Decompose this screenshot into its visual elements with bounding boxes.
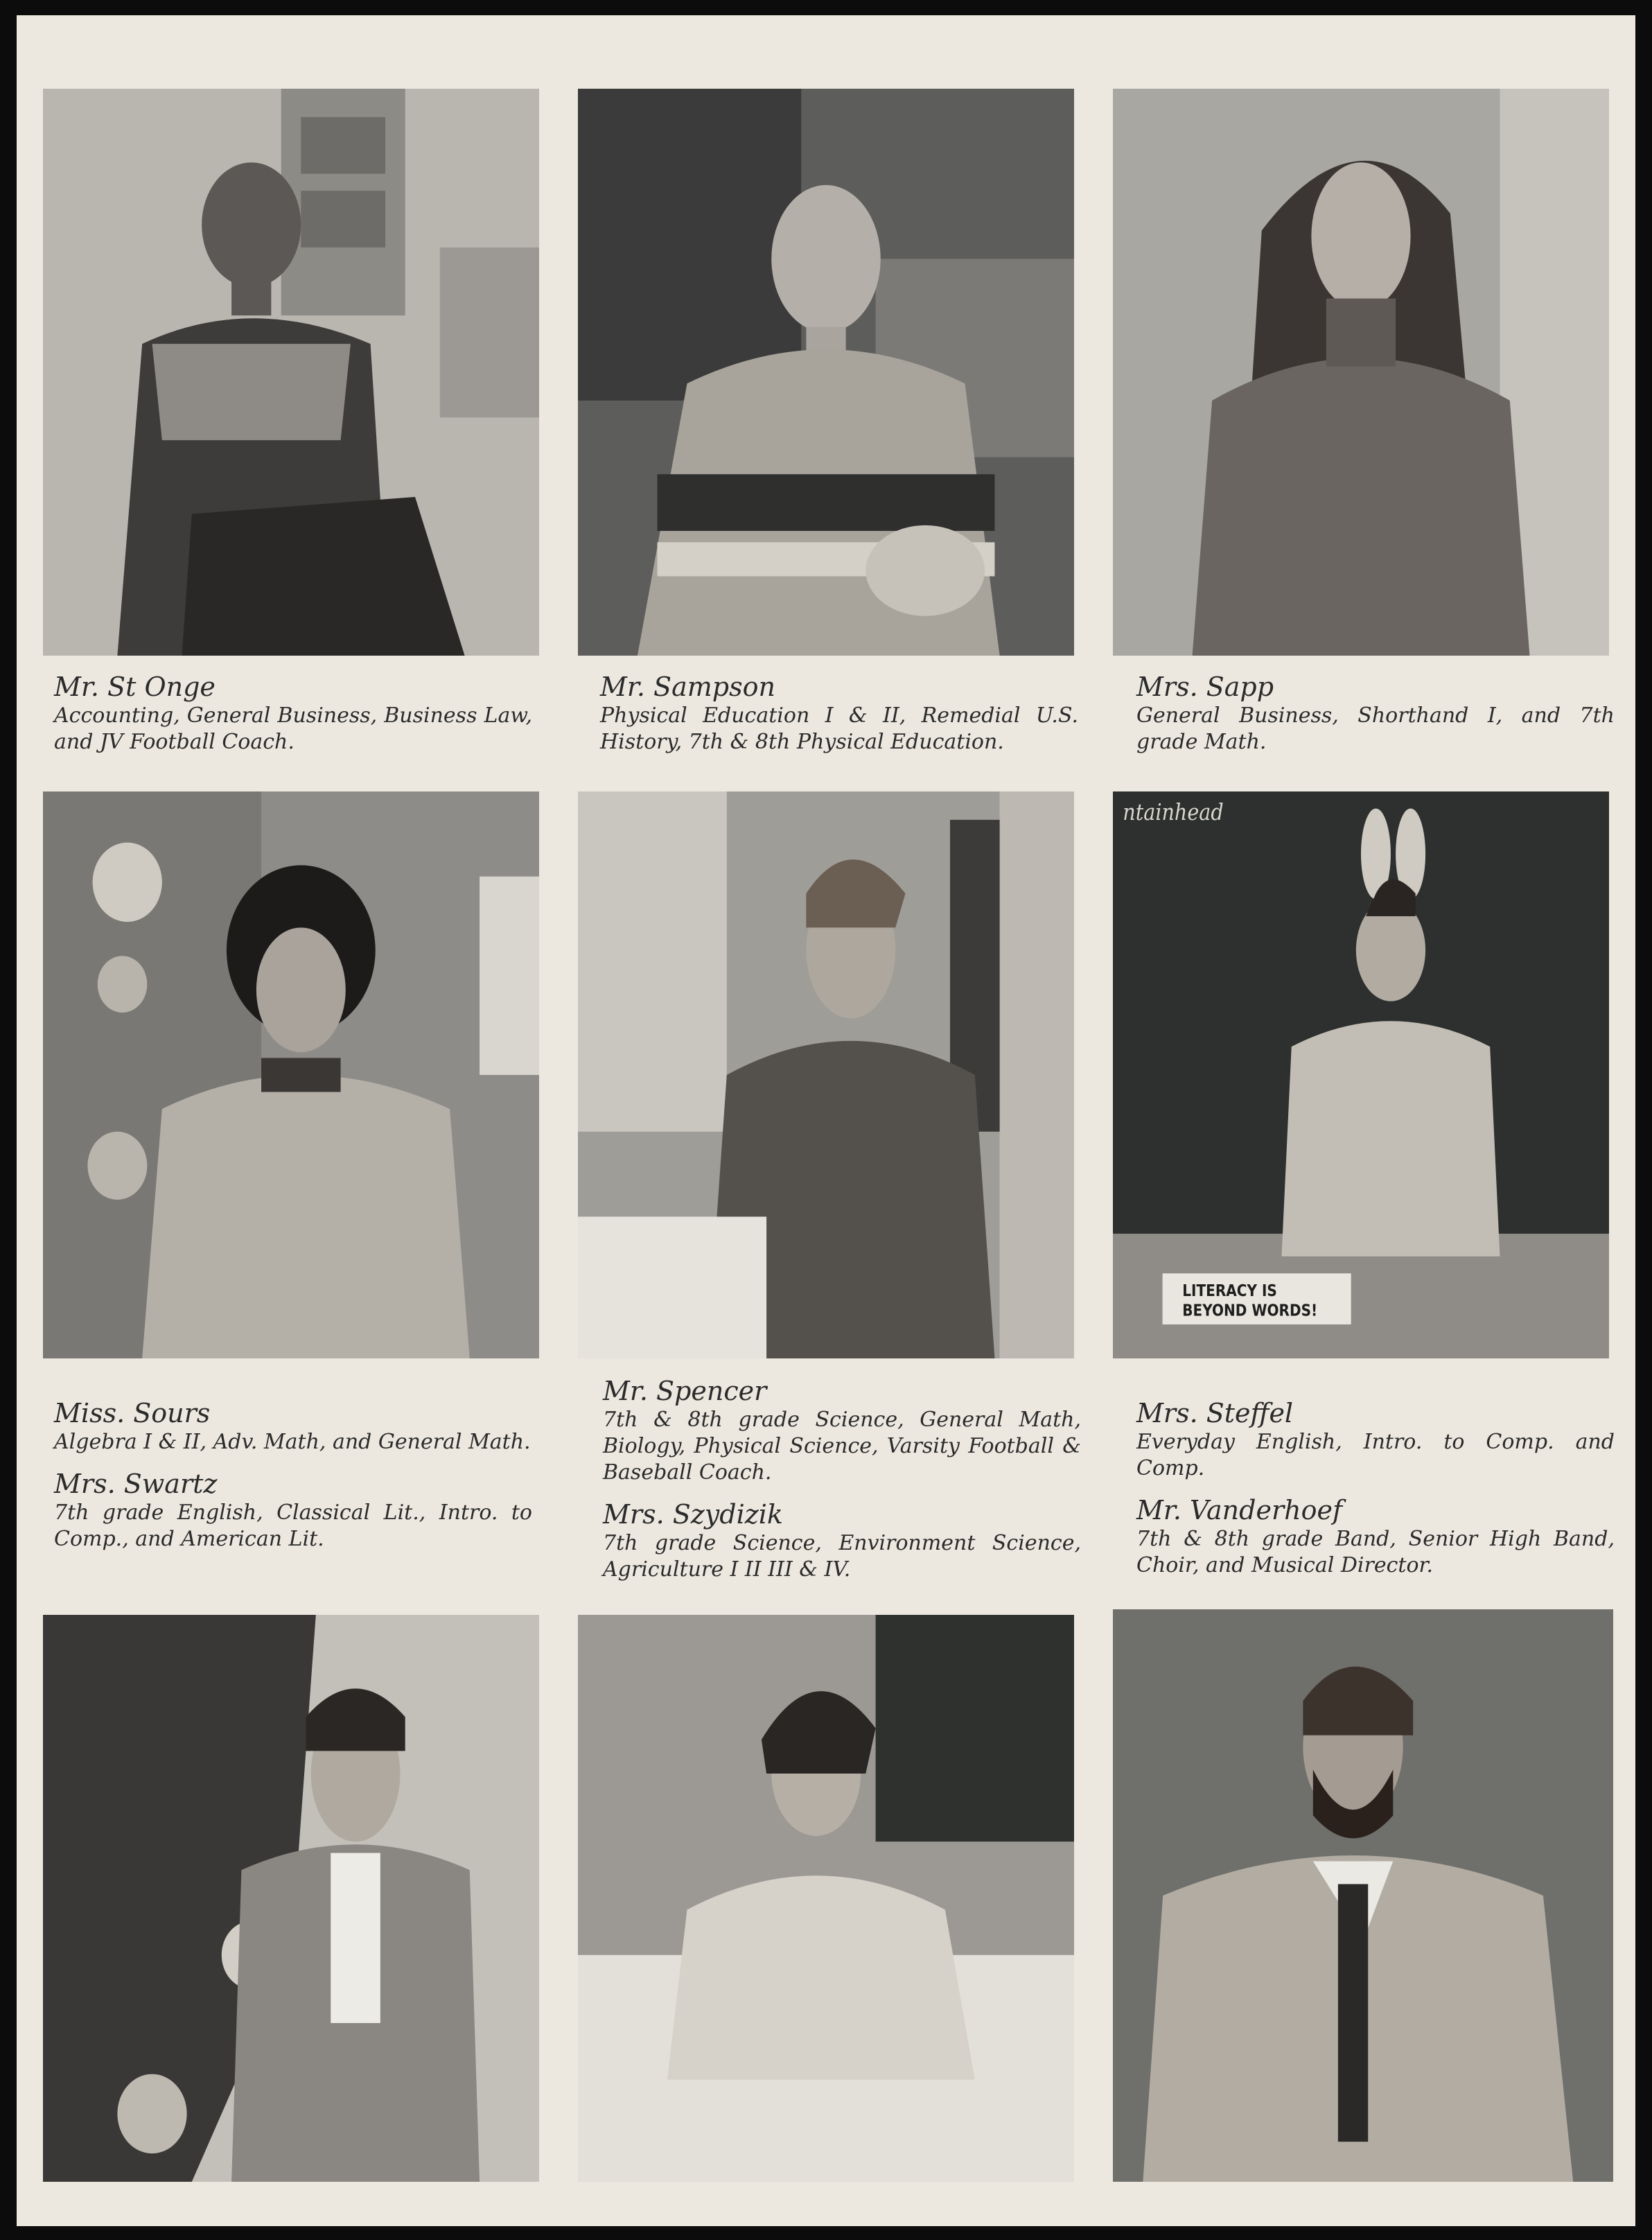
- photo-mr-sampson: [578, 89, 1074, 656]
- caption-col-1: [54, 1397, 532, 1552]
- teacher-subjects: Accounting, General Business, Business Law, and JV Football Coach.: [54, 703, 532, 754]
- teacher-subjects: 7th & 8th grade Band, Senior High Band, Choir, and Musical Director.: [1136, 1527, 1615, 1577]
- teacher-name: Mr. St Onge: [54, 672, 216, 702]
- teacher-subjects: 7th grade Science, Environment Science, Agriculture I II III & IV.: [603, 1531, 1081, 1582]
- teacher-subjects: 7th & 8th grade Science, General Math, Biology, Physical Science, Varsity Football & Baseball Coach.: [603, 1408, 1081, 1485]
- chalkboard-header: ntainhead: [1123, 799, 1224, 826]
- caption-col-2: [603, 1375, 1081, 1583]
- poster-line-2: BEYOND WORDS!: [1182, 1302, 1318, 1321]
- photo-mr-vanderhoef: [1113, 1609, 1613, 2182]
- teacher-name: Miss. Sours: [54, 1398, 211, 1428]
- teacher-name: Mrs. Szydizik: [603, 1499, 783, 1530]
- teacher-name: Mrs. Swartz: [54, 1469, 218, 1499]
- photo-mrs-steffel: [1113, 791, 1609, 1358]
- teacher-name: Mrs. Sapp: [1136, 672, 1274, 702]
- photo-mrs-swartz: [43, 1615, 539, 2182]
- caption-col-3: [1136, 1397, 1615, 1579]
- photo-mrs-szydizik: [578, 1615, 1074, 2182]
- photo-mrs-sapp: [1113, 89, 1609, 656]
- photo-mr-spencer: [578, 791, 1074, 1358]
- poster-line-1: LITERACY IS: [1182, 1281, 1277, 1301]
- photo-miss-sours: [43, 791, 539, 1358]
- teacher-subjects: Algebra I & II, Adv. Math, and General Math.: [54, 1430, 531, 1454]
- yearbook-page: [17, 15, 1635, 2226]
- photo-mr-st-onge: [43, 89, 539, 656]
- teacher-subjects: Physical Education I & II, Remedial U.S. History, 7th & 8th Physical Education.: [600, 703, 1078, 754]
- teacher-subjects: 7th grade English, Classical Lit., Intro. to Comp., and American Lit.: [54, 1500, 532, 1551]
- teacher-subjects: Everyday English, Intro. to Comp. and Comp.: [1136, 1430, 1615, 1480]
- teacher-name: Mr. Sampson: [600, 672, 775, 702]
- teacher-subjects: General Business, Shorthand I, and 7th grade Math.: [1136, 703, 1615, 754]
- teacher-name: Mr. Vanderhoef: [1136, 1495, 1343, 1525]
- caption-mr-sampson: [600, 671, 1078, 755]
- caption-mr-st-onge: [54, 671, 532, 755]
- teacher-name: Mr. Spencer: [603, 1376, 767, 1406]
- teacher-name: Mrs. Steffel: [1136, 1398, 1294, 1428]
- caption-mrs-sapp: [1136, 671, 1615, 755]
